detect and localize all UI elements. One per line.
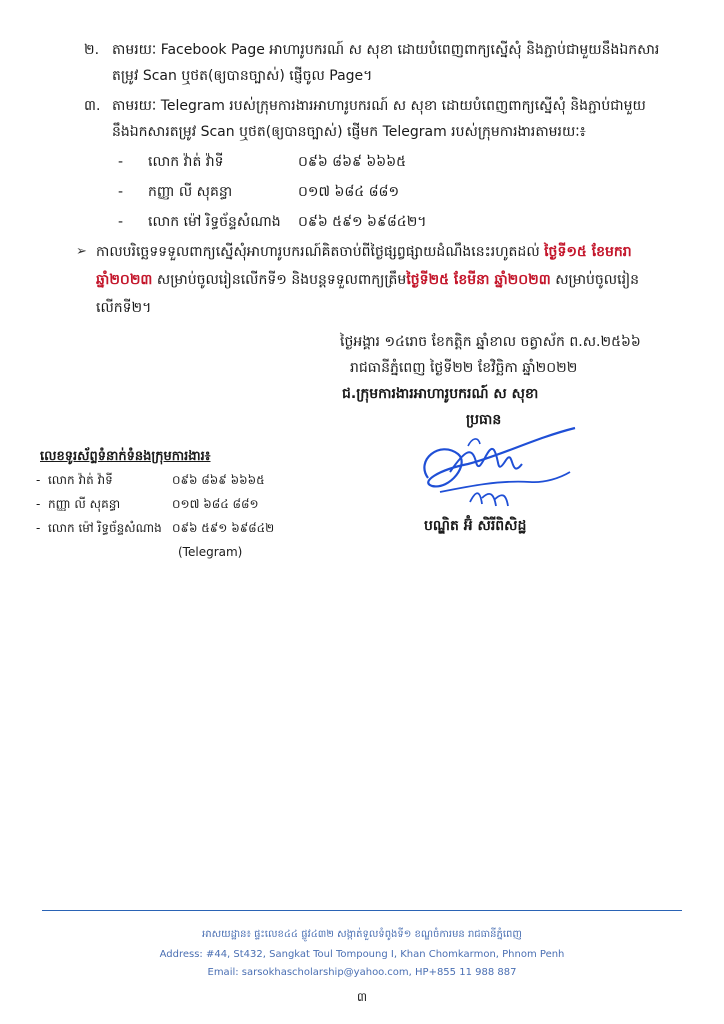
contact-phone: ០៩៦ ៥៩១ ៦៩៨៤២។ [298,214,427,230]
signature-image [410,420,590,525]
contact-name: លោក វ៉ាត់ វ៉ាទី [48,473,113,487]
contact-dash: - [36,521,41,535]
deadline-text: សម្រាប់ចូលរៀនលើកទី១ និងបន្តទទួលពាក្យត្រឹម [156,272,407,288]
section-3-line-2: នឹងឯកសារតម្រូវ Scan ឬថត(ឲ្យបានច្បាស់) ផ្ញើមក Telegram របស់ក្រុមការងារតាមរយៈ៖ [112,124,586,140]
contact-dash: - [36,473,41,487]
solar-date: រាជធានីភ្នំពេញ ថ្ងៃទី២២ ខែវិច្ឆិកា ឆ្នាំ២០២២ [350,360,578,376]
footer-email: Email: sarsokhascholarship@yahoo.com, HP+855 11 988 887 [207,967,517,978]
bullet-arrow-icon: ➢ [76,244,87,259]
deadline-line-3: លើកទី២។ [96,300,152,316]
contact-name: កញ្ញា លី សុគន្ធា [48,497,121,511]
contact-dash: - [118,214,124,230]
lunar-date: ថ្ងៃអង្គារ ១៤រោច ខែកត្តិក ឆ្នាំខាល ចត្វាស័ក ព.ស.២៥៦៦ [340,334,641,350]
deadline-line-1 [96,242,632,262]
footer-address-khmer: អាសយដ្ឋាន៖ ផ្ទះលេខ៤៤ ផ្លូវ៤៣២ សង្កាត់ទួលទំពូងទី១ ខណ្ឌចំការមន រាជធានីភ្នំពេញ [202,929,522,940]
deadline-line-2 [96,270,639,290]
contact-dash: - [36,497,41,511]
deadline-date-2: ថ្ងៃទី២៥ ខែមីនា ឆ្នាំ២០២៣ [406,272,551,288]
contact-name: លោក ម៉ៅ រិទ្ធច័ន្ទសំណាង [148,214,281,230]
telegram-note: (Telegram) [178,545,243,559]
section-3-marker: ៣. [84,98,101,114]
contact-phone: ០១៧ ៦៨៤ ៨៨១ [172,497,259,511]
footer-address-english: Address: #44, St432, Sangkat Toul Tompoung I, Khan Chomkarmon, Phnom Penh [159,949,565,960]
deadline-text: សម្រាប់ចូលរៀន [555,272,640,288]
signer-name: បណ្ឌិត អ៊ំ សិរីពិសិដ្ឋ [424,518,527,534]
page-number: ៣ [356,990,368,1004]
organization-name: ជ.ក្រុមការងារអាហារូបករណ៍ ស សុខា [342,386,539,402]
section-3-line-1: តាមរយៈ Telegram របស់ក្រុមការងារអាហារូបករណ៍ ស សុខា ដោយបំពេញពាក្យស្នើសុំ និងភ្ជាប់ជាមួយ [112,98,646,114]
contact-phone: ០៩៦ ៨៦៩ ៦៦៦៥ [298,154,407,170]
section-2-line-2: តម្រូវ Scan ឬថត(ឲ្យបានច្បាស់) ផ្ញើចូល Page។ [112,68,373,84]
contact-name: លោក ម៉ៅ រិទ្ធច័ន្ទសំណាង [48,521,162,535]
section-2-marker: ២. [84,42,100,58]
deadline-text: កាលបរិច្ឆេទទទួលពាក្យស្នើសុំអាហារូបករណ៍គិតចាប់ពីថ្ងៃផ្សព្វផ្សាយដំណឹងនេះរហូតដល់ [96,244,540,260]
contact-name: កញ្ញា លី សុគន្ធា [148,184,233,200]
contact-phone: ០៩៦ ៥៩១ ៦៩៨៤២ [172,521,275,535]
contact-phone: ០៩៦ ៨៦៩ ៦៦៦៥ [172,473,265,487]
contact-dash: - [118,154,124,170]
signer-role: ប្រធាន [466,412,502,428]
section-2-line-1: តាមរយៈ Facebook Page អាហារូបករណ៍ ស សុខា ដោយបំពេញពាក្យស្នើសុំ និងភ្ជាប់ជាមួយនឹងឯកសារ [112,42,660,58]
contact-name: លោក វ៉ាត់ វ៉ាទី [148,154,224,170]
footer-divider [42,910,682,911]
deadline-date-1: ថ្ងៃទី១៥ ខែមករា [544,244,632,260]
contact-dash: - [118,184,124,200]
deadline-year-1: ឆ្នាំ២០២៣ [96,272,153,288]
contact-phone: ០១៧ ៦៨៤ ៨៨១ [298,184,400,200]
contact-box-title: លេខទូរស័ព្ទទំនាក់ទំនងក្រុមការងារ៖ [40,449,211,464]
